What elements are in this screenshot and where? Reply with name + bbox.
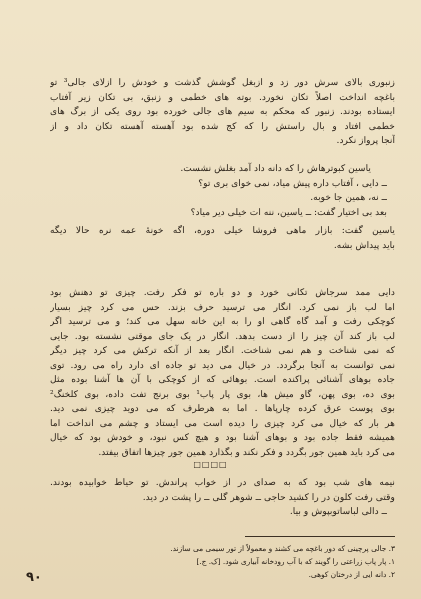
- footnote: ۳. جالی پرچینی که دور باغچه می کشند و معمولاً از تور سیمی می سازند.: [170, 544, 395, 553]
- footnote: ۱. پار پاب زراعتی را گویند که با آب رودخانه آبیاری شود. [ک. ج.]: [196, 557, 395, 566]
- section-separator: □□□□: [193, 460, 228, 469]
- text-line: آنجا پرواز نکرد.: [336, 135, 395, 146]
- text-line: زنبوری بالای سرش دور زد و ازبغل گوشش گذشت و خودش را ازلای جالی³ تو: [50, 77, 395, 88]
- text-line: که نمی شناخت و هم نمی شناخت. انگار بعد از آنکه ترکش می کرد چیز دیگر: [50, 345, 395, 356]
- text-line: یاسین گفت: بازار ماهی فروشا خیلی دوره، اگه خونۀ عمه نره حالا دیگه: [50, 225, 395, 236]
- text-line: باید پیداش بشه.: [333, 239, 395, 251]
- text-line: یاسین کبوترهاش را که دانه داد آمد بغلش نشست.: [180, 163, 371, 174]
- paragraph-3: [50, 224, 395, 253]
- text-line: بعد بی اختیار گفت: ــ یاسین، ننه ات خیلی دیر میاد؟: [190, 206, 387, 218]
- dialogue-line: ــ نه، همین جا خوبه.: [310, 192, 387, 203]
- text-line: باغچه انداخت اصلاً تکان نخورد. بوته های خطمی و زنبق، بی تکان زیر آفتاب: [50, 91, 395, 103]
- dialogue-line: ــ دایی ، آفتاب داره پیش میاد، نمی خوای بری تو؟: [198, 177, 387, 189]
- footnote-rule: [245, 536, 395, 537]
- text-line: نیمه های شب بود که به صدای در از خواب پراندش. تو حیاط خوابیده بودند.: [50, 477, 395, 488]
- text-line: اما لب باز نمی کرد. انگار می ترسید حرف بزند. حس می کرد چیز بسیار: [50, 301, 395, 313]
- text-line: لب باز کند آن چیز را از دست بدهد. انگار در یک جای موقتی نشسته بود. جایی: [50, 330, 395, 342]
- footnote: ۲. دانه ایی از درختان کوهی.: [308, 570, 395, 579]
- text-line: بوی پوست عرق کرده چارپاها . اما به هرطرف که می دوید چیزی نمی دید.: [50, 403, 395, 414]
- page-number: ۹۰: [26, 570, 42, 585]
- paragraph-4: [50, 286, 395, 460]
- dialogue-line: ــ دالی لباساتوبپوش و بیا.: [289, 506, 387, 517]
- text-line: خطمی افتاد و بال راستش را که کج شده بود آهسته آهسته تکان داد و از: [50, 120, 395, 132]
- text-line: می کرد باید همین جور بگردد و فکر نکند و بگذارد همین جور چیزها اتفاق بیفتد.: [98, 446, 395, 458]
- text-line: کوچکی رفت و آمد گاه گاهی او را به این خانه سهل می کند؛ و می ترسید اگر: [50, 316, 395, 327]
- footnotes: [50, 542, 395, 581]
- paragraph-1: [50, 76, 395, 149]
- text-line: همیشه فقط جاده بود و بوهای آشنا بود و هیچ کس نبود، و خودش بود که خیال: [50, 432, 395, 443]
- text-line: وقتی رفت کلون در را کشید حاجی ــ شوهر گلی ــ را پشت در دید.: [142, 491, 395, 503]
- paragraph-2: [50, 162, 395, 220]
- text-line: جاده بوهای آشنائی پراکنده است. بوهائی که از کوچکی با آن ها آشنا بوده مثل: [50, 374, 395, 385]
- text-line: هر بار که خیال می کرد چیزی را دیده است می ایستاد و چشم می انداخت اما: [50, 417, 395, 429]
- text-line: ایستاده بودند. زنبور که محکم به سیم های جالی خورده بود روی یکی از برگ های: [50, 106, 395, 117]
- paragraph-5: [50, 476, 395, 520]
- text-line: نمی توانست به آنجا برگردد. در خیال می دید تو جاده ای دارد راه می رود. توی: [50, 359, 395, 371]
- text-line: دایی ممد سرجاش تکانی خورد و دو باره تو فکر رفت. چیزی تو دهنش بود: [50, 287, 395, 298]
- text-line: بوی ده، بوی پهن، گاو میش ها، بوی پار پاب¹ بوی برنج تفت داده، بوی کلخنگ²: [50, 388, 395, 400]
